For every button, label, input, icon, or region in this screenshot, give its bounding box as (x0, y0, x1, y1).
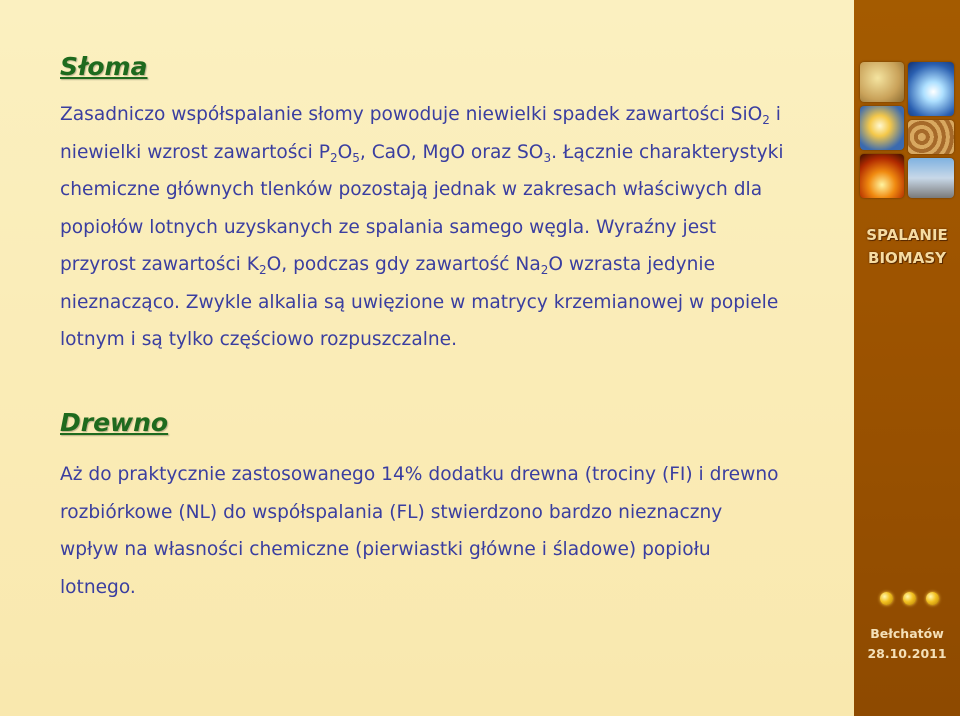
wheat-image (860, 62, 904, 102)
text-line: niewielki wzrost zawartości $P_2O_5$, CaO, MgO oraz $SO_3$. Łącznie charakterystyki (60, 141, 784, 165)
footer-place: Bełchatów (870, 626, 944, 641)
brand-line-1: SPALANIE (866, 226, 948, 244)
section-title-drewno: Drewno (60, 408, 169, 437)
text-line: popiołów lotnych uzyskanych ze spalania samego węgla. Wyraźny jest (60, 216, 717, 238)
text-line: przyrost zawartości $K_2O$, podczas gdy zawartość $Na_2O$ wzrasta jedynie (60, 254, 716, 277)
bulb-image (908, 62, 954, 116)
dot-icon (903, 592, 916, 605)
wood-logs-image (908, 120, 954, 154)
solar-image (860, 106, 904, 150)
section-title-sloma: Słoma (60, 52, 148, 81)
decorative-dots (880, 592, 940, 608)
text-line: rozbiórkowe (NL) do współspalania (FL) stwierdzono bardzo nieznaczny (60, 501, 723, 523)
text-line: Zasadniczo współspalanie słomy powoduje niewielki spadek zawartości SiO$_2$ i (60, 104, 781, 127)
sidebar (854, 0, 960, 716)
text-line: Aż do praktycznie zastosowanego 14% dodatku drewna (trociny (FI) i drewno (60, 464, 779, 485)
brand-line-2: BIOMASY (868, 249, 946, 267)
text-line: nieznacząco. Zwykle alkalia są uwięzione w matrycy krzemianowej w popiele (60, 291, 779, 313)
power-plant-image (908, 158, 954, 198)
fire-image (860, 154, 904, 198)
footer-date: 28.10.2011 (867, 646, 947, 661)
dot-icon (880, 592, 893, 605)
dot-icon (926, 592, 939, 605)
text-line: chemiczne głównych tlenków pozostają jednak w zakresach właściwych dla (60, 179, 763, 200)
text-line: lotnym i są tylko częściowo rozpuszczalne. (60, 329, 458, 350)
text-line: lotnego. (60, 576, 136, 598)
text-line: wpływ na własności chemiczne (pierwiastki główne i śladowe) popiołu (60, 539, 711, 560)
paragraph-drewno (60, 456, 806, 606)
image-collage (860, 62, 954, 198)
paragraph-sloma (60, 96, 806, 359)
